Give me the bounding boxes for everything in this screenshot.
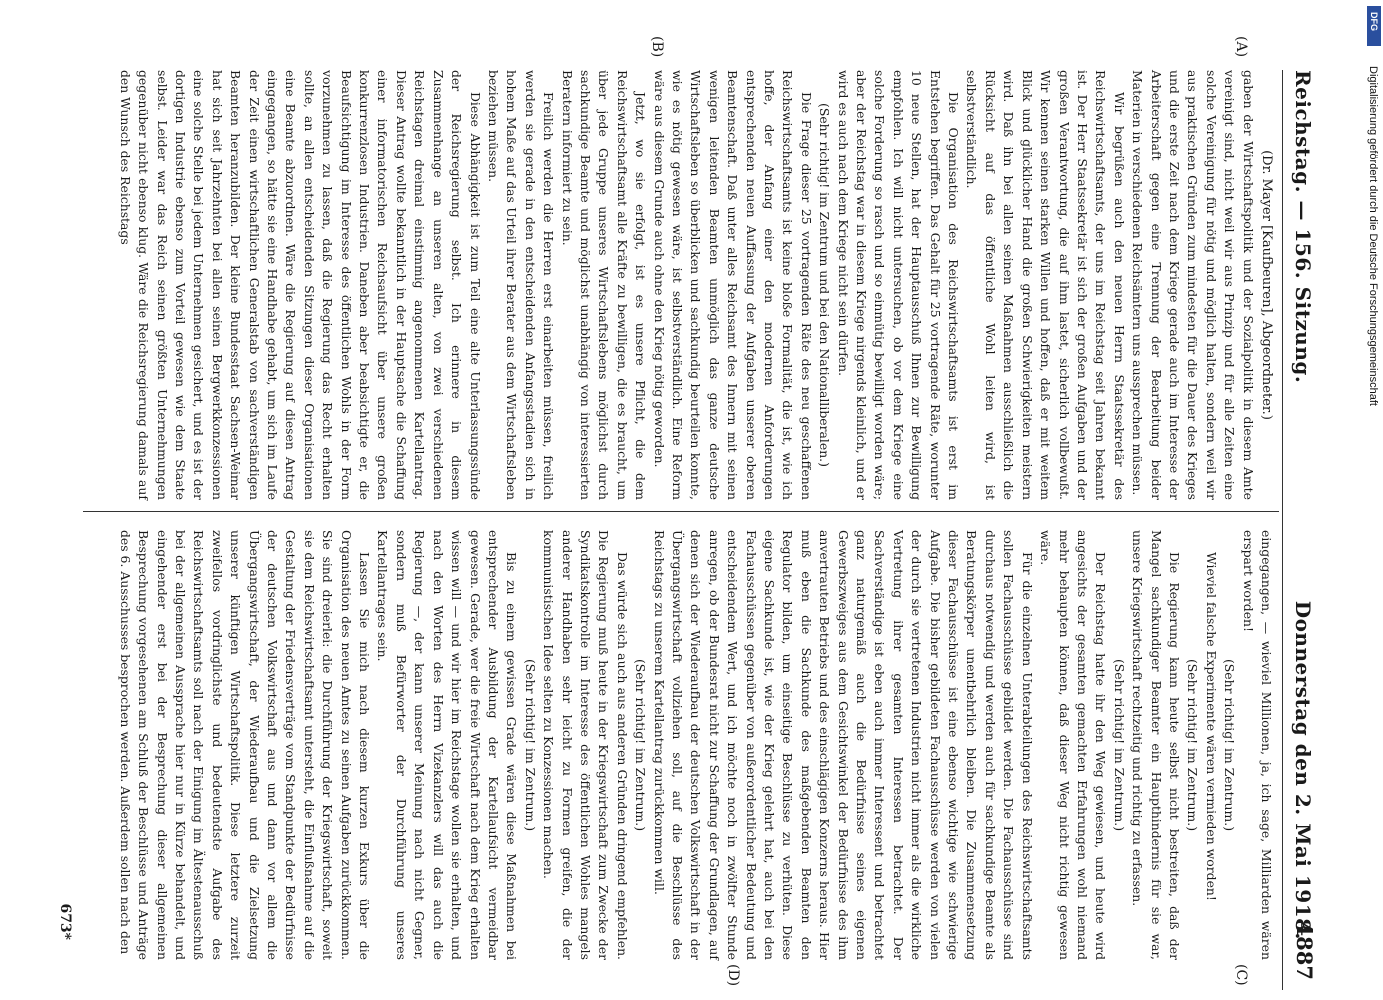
- interjection: (Sehr richtig! im Zentrum.): [1185, 658, 1201, 832]
- margin-mark-d: (D): [725, 964, 741, 987]
- speaker-line: (Dr. Mayer [Kaufbeuren], Abgeordneter.): [1259, 150, 1274, 420]
- credit-text: Digitalisierung gefördert durch die Deutsche Forschungsgemeinschaft: [1367, 66, 1379, 406]
- signature-mark: 673*: [57, 903, 73, 940]
- column-divider: [83, 511, 1279, 512]
- header-right-date: Donnerstag den 2. Mai 1918.: [1291, 600, 1315, 940]
- paragraph: eingegangen, — wieviel Millionen, ja, ich sage, Milliarden wären erspart worden!: [1240, 530, 1274, 960]
- paragraph: Der Reichstag hatte ihr den Weg gewiesen, und heute wird angesichts der gesamten gemachten Erfahrungen wohl niemand mehr behaupten können, daß dieser Weg nicht richtig gewesen wäre.: [1038, 530, 1109, 960]
- interjection: (Sehr richtig! im Zentrum und bei den Nationalliberalen.): [817, 103, 833, 467]
- margin-mark-c: (C): [1233, 964, 1249, 986]
- page-number: 4887: [1292, 921, 1317, 980]
- dfg-logo: DFG: [1367, 6, 1381, 46]
- paragraph: Diese Abhängigkeit ist zum Teil eine alte Unterlassungssünde der Reichsregierung selbst. Ich erinnere in diesem Zusammenhange an unseren alten, von zwei verschiedenen Reichstagen dreimal einstimmig angenommenen Kartellantrag. Dieser Antrag wollte bekanntlich in der Hauptsache die Schaffung einer informatorischen Reichsaufsicht über unsere großen konkurrenzlosen Industrien. Daneben aber beabsichtigte er, die Beaufsichtigung im Interesse des öffentlichen Wohls in der Form vorzunehmen zu lassen, daß die Regierung das Recht erhalten sollte, an allen entscheidenden Sitzungen dieser Organisationen eine Beamte abzuordnen. Wäre die Regierung auf diesen Antrag eingegangen, so hätte sie eine Handhabe gehabt, um sich im Laufe der Zeit einen wirtschaftlichen Generalstab von sachverständigen Beamten heranzubilden. Der kleine Bundesstaat Sachsen-Weimar hat sich seit Jahrzehnten bei allen seinen Bergwerkkonzessionen eine solche Stelle bei jedem Unternehmen gesichert, und es ist der dortigen Industrie ebenso zum Vorteil gewesen wie dem Staate selbst. Leider war das Reich seinen größten Unternehmungen gegenüber nicht ebenso klug. Wäre die Reichsregierung damals auf den Wunsch des Reichstags: [117, 70, 483, 500]
- interjection: (Sehr richtig! im Zentrum.): [1111, 658, 1127, 832]
- rotated-page-scan: [25, 0, 1345, 1000]
- left-column: [85, 70, 1275, 500]
- paragraph: Für die einzelnen Unterabteilungen des Reichswirtschaftsamts sollen Fachausschüsse gebildet werden. Die Fachausschüsse sind durchaus notwendig und werden auch für sachkundige Beamte als Beratungskörper unentbehrlich bleiben. Die Zusammensetzung dieser Fachausschüsse ist eine ebenso wichtige wie schwierige Aufgabe. Die bisher gebildeten Fachausschüsse werden von vielen der durch sie vertretenen Industrien nicht immer als die wirkliche Vertretung ihrer gesamten Interessen betrachtet. Der Sachverständige ist eben auch immer Interessent und betrachtet ganz naturgemäß auch die Bedürfnisse seines eigenen Gewerbszweiges aus dem Gesichtswinkel der Bedürfnisse des ihm anvertrauten Betriebs und des einschlägigen Konzerns heraus. Hier muß eben die Sachkunde des maßgebenden Beamten den Regulator bilden, um einseitige Beschlüsse zu verhüten. Diese eigene Sachkunde ist, wie der Krieg gelehrt hat, auch bei den Fachausschüssen gegenüber von außerordentlicher Bedeutung und entscheidendem Wert, und ich möchte noch in zwölfter Stunde anregen, ob der Bundesrat nicht zur Schaffung der Grundlagen, auf denen sich der Wiederaufbau der deutschen Volkswirtschaft in der Übergangswirtschaft vollziehen soll, auf die Beschlüsse des Reichstags zu unserem Kartellantrag zurückkommen will.: [651, 530, 1035, 960]
- margin-mark-b: (B): [649, 36, 665, 58]
- paragraph: Wieviel falsche Experimente wären vermieden worden!: [1203, 552, 1219, 901]
- paragraph: gaben der Wirtschaftspolitik und der Sozialpolitik in diesem Amte vereinigt sind, nicht weil wir aus Prinzip und für alle Zeiten eine solche Vereinigung für nötig und möglich halten, sondern weil wir aus praktischen Gründen zum mindesten für die Dauer des Krieges und die erste Zeit nach dem Kriege gerade auch im Interesse der Arbeiterschaft gegen eine Trennung der Bearbeitung beider Materien in verschiedenen Reichsämtern uns aussprechen müssen.: [1130, 70, 1256, 500]
- paragraph: Wir begrüßen auch den neuen Herrn Staatssekretär des Reichswirtschaftsamts, der uns im Reichstag seit Jahren bekannt ist. Der Herr Staatssekretär ist sich der großen Aufgaben und der großen Verantwortung, die auf ihm lastet, sicherlich vollbewußt. Wir kennen seinen starken Willen und hoffen, daß er mit weitem Blick und glücklicher Hand die großen Schwierigkeiten meistern wird. Daß ihn bei allen seinen Maßnahmen ausschließlich die Rücksicht auf das öffentliche Wohl leiten wird, ist selbstverständlich.: [964, 70, 1127, 500]
- paragraph: Freilich werden die Herren erst einarbeiten müssen, freilich werden sie gerade in den entscheidenden Anfangsstadien sich in hohem Maße auf das Urteil ihrer Berater aus dem Wirtschaftsleben beziehen müssen.: [485, 70, 557, 500]
- paragraph: Die Organisation des Reichswirtschaftsamts ist erst im Entstehen begriffen. Das Gehalt für 25 vortragende Räte, worunter 10 neue Stellen, hat der Hauptausschuß Ihnen zur Bewilligung empfohlen. Ich will nicht untersuchen, ob vor dem Kriege eine solche Forderung so rasch und so einmütig bewilligt worden wäre; aber der Reichstag war in diesem Kriege nirgends kleinlich, und er wird es auch nach dem Kriege nicht sein dürfen.: [835, 70, 962, 500]
- header-rule: [1282, 70, 1283, 990]
- interjection: (Sehr richtig! im Zentrum.): [633, 658, 649, 832]
- paragraph: Die Regierung kann heute selbst nicht bestreiten, daß der Mangel sachkundiger Beamter ein Haupthindernis für sie war, unsere Kriegswirtschaft rechtzeitig und richtig zu erfassen.: [1130, 530, 1182, 960]
- paragraph: Das würde sich auch aus anderen Gründen dringend empfehlen. Die Regierung muß heute in der Kriegswirtschaft zum Zwecke der Syndikatskontrolle im Interesse des öffentlichen Wohles mangels anderer Handhaben sehr leicht zu Formen greifen, die der kommunistischen Idee selten zu Konzessionen machen.: [541, 530, 630, 960]
- right-column: [85, 530, 1275, 960]
- digitization-credit: [1364, 6, 1383, 1000]
- header-left-title: Reichstag. — 156. Sitzung.: [1291, 70, 1315, 384]
- paragraph: Die Frage dieser 25 vortragenden Räte des neu geschaffenen Reichswirtschaftsamts ist keine bloße Formalität, die ist, wie ich hoffe, der Anfang einer den modernen Anforderungen entsprechenden neuen Auffassung der Aufgaben unserer oberen Beamtenschaft. Daß unter alles Reichsamt des Innern mit seinen wenigen leitenden Beamten unmöglich das ganze deutsche Wirtschaftsleben so überblicken und sachkundig beurteilen konnte, wie es nötig gewesen wäre, ist selbstverständlich. Eine Reform wäre aus diesem Grunde auch ohne den Krieg nötig geworden.: [651, 70, 814, 500]
- newspaper-page: [25, 0, 1345, 1000]
- margin-mark-a: (A): [1233, 36, 1249, 58]
- paragraph: Bis zu einem gewissen Grade wären diese Maßnahmen bei entsprechender Ausbildung der Kartellaufsicht vermeidbar gewesen. Gerade, wer die freie Wirtschaft nach dem Krieg erhalten wissen will — und wir hier im Reichstage wollen sie erhalten, und nach den Worten des Herrn Vizekanzlers will das auch die Regierung —, der kann unserer Meinung nach nicht Gegner, sondern muß Befürworter der Durchführung unseres Kartellantrages sein.: [375, 530, 520, 960]
- paragraph: Jetzt, wo sie erfolgt, ist es unsere Pflicht, die dem Reichswirtschaftsamt alle Kräfte zu bewilligen, die es braucht, um über jede Gruppe unseres Wirtschaftslebens möglichst durch sachkundige Beamte und möglichst unabhängig von interessierten Beratern informiert zu sein.: [559, 70, 649, 500]
- interjection: (Sehr richtig! im Zentrum.): [1222, 658, 1238, 832]
- paragraph: Lassen Sie mich nach diesem kurzen Exkurs über die Organisation des neuen Amtes zu seinen Aufgaben zurückkommen. Sie sind dreierlei: die Durchführung der Kriegswirtschaft, soweit sie dem Reichswirtschaftsamt untersteht, die Einflußnahme auf die Gestaltung der Friedensverträge vom Standpunkte der Bedürfnisse der deutschen Volkswirtschaft aus und dann vor allem die Übergangswirtschaft, der Wiederaufbau und die Zielsetzung unserer künftigen Wirtschaftspolitik. Diese letztere zurzeit zweifellos vordringlichste und bedeutendste Aufgabe des Reichswirtschaftsamts soll nach der Einigung im Ältestenausschuß bei der allgemeinen Aussprache hier nur in Kürze behandelt, und eingehender erst bei der Besprechung dieser allgemeinen Besprechung vorgesehenen am Schluß der Beschlüsse und Anträge des 6. Ausschusses besprochen werden. Außerdem sollen nach den: [117, 530, 373, 960]
- interjection: (Sehr richtig! im Zentrum.): [522, 658, 538, 832]
- page-header: [1287, 70, 1317, 980]
